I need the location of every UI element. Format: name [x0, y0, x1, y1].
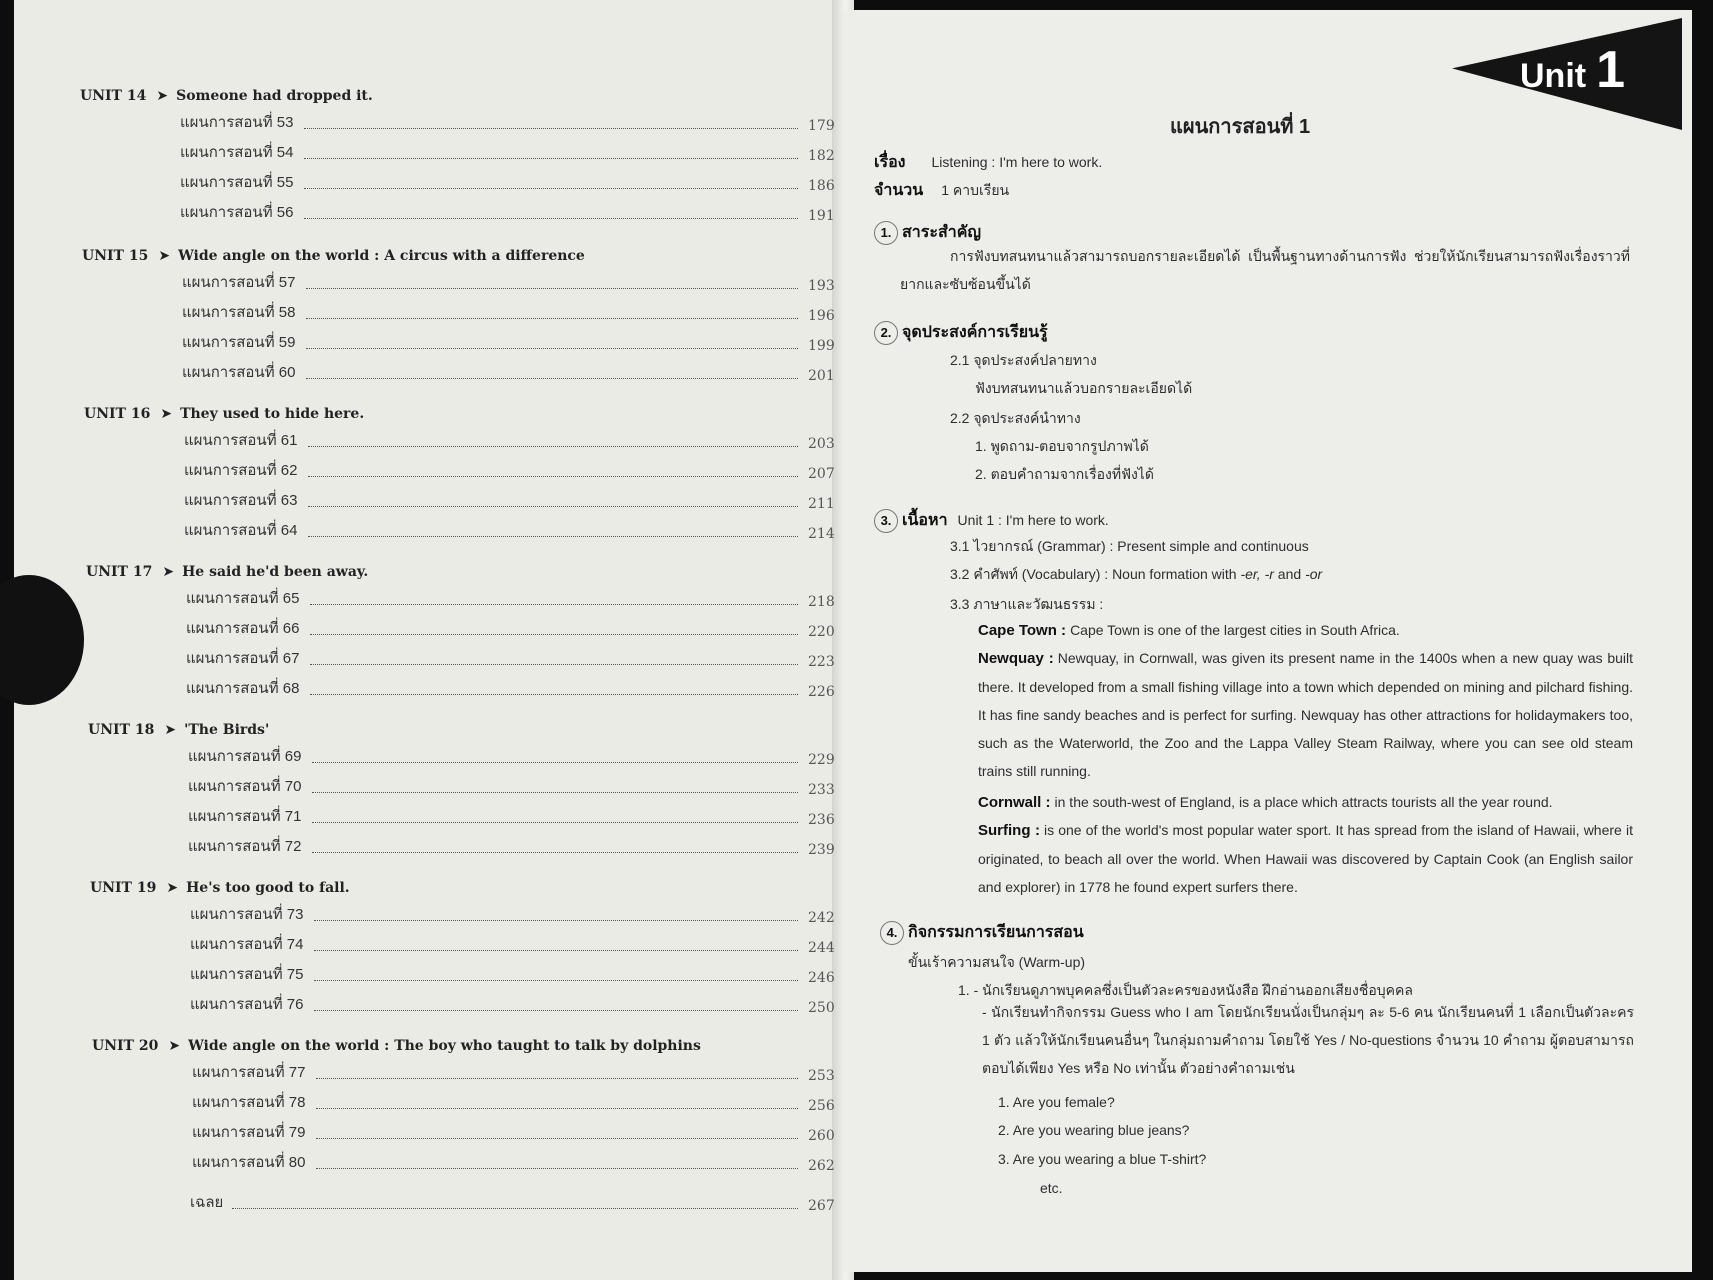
unit-number: UNIT 17 — [86, 564, 153, 580]
plan-label: แผนการสอนที่ 78 — [192, 1094, 306, 1111]
toc-plan-entry[interactable] — [188, 806, 836, 828]
unit-number: UNIT 14 — [80, 88, 147, 104]
unit-number: UNIT 15 — [82, 248, 149, 264]
unit-number: 1 — [1596, 41, 1626, 99]
activity-step-1: 1. - นักเรียนดูภาพบุคคลซึ่งเป็นตัวละครของหนังสือ ฝึกอ่านออกเสียงชื่อบุคคล — [958, 982, 1413, 998]
vocab-text: 3.2 คำศัพท์ (Vocabulary) : Noun formation with — [950, 566, 1241, 582]
plan-label: แผนการสอนที่ 74 — [190, 936, 304, 953]
plan-page: 186 — [808, 178, 835, 194]
plan-page: 211 — [808, 496, 835, 512]
plan-page: 207 — [808, 466, 835, 482]
toc-plan-entry[interactable] — [182, 302, 836, 324]
toc-plan-entry[interactable] — [190, 994, 836, 1016]
definition: is one of the world's most popular water sport. It has spread from the island of Hawaii, where it originated, to beach all over the world. When Hawaii was discovered by Captain Cook (an English sailor and explorer) in 1778 he found expert surfers there. — [978, 822, 1634, 895]
section-1-body: การฟังบทสนทนาแล้วสามารถบอกรายละเอียดได้ เป็นพื้นฐานทางด้านการฟัง ช่วยให้นักเรียนสามารถฟังเรื่องราวที่ยากและซับซ้อนขึ้นได้ — [900, 248, 1630, 292]
plan-page: 201 — [808, 368, 835, 384]
culture-newquay — [978, 644, 1633, 785]
toc-plan-entry[interactable] — [182, 332, 836, 354]
leader-dots — [312, 822, 798, 823]
unit-title: He said he'd been away. — [182, 564, 369, 580]
toc-plan-entry[interactable] — [188, 776, 836, 798]
example-etc: etc. — [1040, 1180, 1063, 1196]
plan-label: แผนการสอนที่ 72 — [188, 838, 302, 855]
plan-label: แผนการสอนที่ 69 — [188, 748, 302, 765]
objective-terminal: 2.1 จุดประสงค์ปลายทาง — [950, 352, 1097, 368]
toc-unit-heading[interactable] — [92, 1038, 701, 1054]
section-number: 3. — [874, 509, 898, 533]
leader-dots — [312, 792, 798, 793]
content-grammar: 3.1 ไวยากรณ์ (Grammar) : Present simple and continuous — [950, 538, 1309, 554]
leader-dots — [316, 1078, 798, 1079]
leader-dots — [312, 852, 798, 853]
arrow-icon: ➤ — [160, 406, 173, 422]
toc-plan-entry[interactable] — [188, 746, 836, 768]
example-question-3: 3. Are you wearing a blue T-shirt? — [998, 1151, 1207, 1167]
toc-plan-entry[interactable] — [190, 934, 836, 956]
warm-up: ขั้นเร้าความสนใจ (Warm-up) — [908, 954, 1086, 970]
plan-label: แผนการสอนที่ 56 — [180, 204, 294, 221]
plan-label: แผนการสอนที่ 54 — [180, 144, 294, 161]
leader-dots — [310, 634, 798, 635]
leader-dots — [314, 980, 798, 981]
arrow-icon: ➤ — [158, 248, 171, 264]
leader-dots — [314, 950, 798, 951]
plan-label: แผนการสอนที่ 61 — [184, 432, 298, 449]
plan-page: 214 — [808, 526, 835, 542]
leader-dots — [306, 288, 798, 289]
leader-dots — [314, 920, 798, 921]
leader-dots — [308, 476, 798, 477]
topic-value: Listening : I'm here to work. — [931, 154, 1103, 170]
plan-page: 262 — [808, 1158, 835, 1174]
plan-label: แผนการสอนที่ 73 — [190, 906, 304, 923]
term: Cape Town : — [978, 622, 1067, 639]
plan-page: 250 — [808, 1000, 835, 1016]
plan-page: 256 — [808, 1098, 835, 1114]
leader-dots — [316, 1138, 798, 1139]
culture-cape-town — [978, 616, 1633, 645]
section-3-heading — [874, 508, 1109, 533]
leader-dots — [312, 762, 798, 763]
section-title: กิจกรรมการเรียนการสอน — [908, 924, 1084, 941]
toc-plan-entry[interactable] — [190, 904, 836, 926]
leader-dots — [304, 188, 798, 189]
leader-dots — [310, 604, 798, 605]
toc-plan-entry[interactable] — [192, 1062, 836, 1084]
topic-row — [874, 150, 1102, 175]
leader-dots — [310, 664, 798, 665]
content-culture: 3.3 ภาษาและวัฒนธรรม : — [950, 596, 1104, 612]
plan-page: 239 — [808, 842, 835, 858]
definition: Cape Town is one of the largest cities in South Africa. — [1070, 622, 1400, 638]
toc-plan-entry[interactable] — [180, 142, 836, 164]
objective-terminal-text: ฟังบทสนทนาแล้วบอกรายละเอียดได้ — [975, 380, 1193, 396]
unit-number: UNIT 16 — [84, 406, 151, 422]
activity-step-2: - นักเรียนทำกิจกรรม Guess who I am โดยนักเรียนนั่งเป็นกลุ่มๆ ละ 5-6 คน นักเรียนคนที่ 1 เลือกเป็นตัวละคร 1 ตัว แล้วให้นักเรียนคนอื่นๆ ในกลุ่มถามคำถาม โดยใช้ Yes / No-questions จำนวน 10 คำถาม ผู้ตอบสามารถตอบได้เพียง Yes หรือ No เท่านั้น ตัวอย่างคำถามเช่น — [982, 1004, 1634, 1076]
culture-surfing — [978, 816, 1633, 901]
plan-page: 226 — [808, 684, 835, 700]
unit-word: Unit — [1520, 57, 1587, 95]
leader-dots — [308, 536, 798, 537]
toc-plan-entry[interactable] — [184, 520, 836, 542]
toc-unit-heading[interactable] — [86, 564, 368, 580]
toc-plan-entry[interactable] — [186, 648, 836, 670]
section-number: 4. — [880, 921, 904, 945]
leader-dots — [316, 1168, 798, 1169]
plan-page: 203 — [808, 436, 835, 452]
leader-dots — [304, 128, 798, 129]
answers-page: 267 — [808, 1198, 835, 1214]
section-title: สาระสำคัญ — [902, 224, 982, 241]
toc-plan-entry[interactable] — [184, 490, 836, 512]
plan-label: แผนการสอนที่ 80 — [192, 1154, 306, 1171]
plan-label: แผนการสอนที่ 55 — [180, 174, 294, 191]
section-4-heading — [880, 920, 1084, 945]
unit-title: He's too good to fall. — [186, 880, 350, 896]
plan-label: แผนการสอนที่ 79 — [192, 1124, 306, 1141]
plan-page: 182 — [808, 148, 835, 164]
plan-label: แผนการสอนที่ 60 — [182, 364, 296, 381]
amount-value: 1 คาบเรียน — [941, 182, 1010, 198]
leader-dots — [306, 318, 798, 319]
plan-page: 199 — [808, 338, 835, 354]
toc-plan-entry[interactable] — [188, 836, 836, 858]
toc-unit-heading[interactable] — [88, 722, 269, 738]
example-question-1: 1. Are you female? — [998, 1094, 1115, 1110]
unit-title: Wide angle on the world : The boy who taught to talk by dolphins — [188, 1038, 701, 1054]
plan-page: 220 — [808, 624, 835, 640]
leader-dots — [304, 218, 798, 219]
unit-number: UNIT 19 — [90, 880, 157, 896]
plan-label: แผนการสอนที่ 70 — [188, 778, 302, 795]
vocab-suffix: -or — [1305, 566, 1323, 582]
arrow-icon: ➤ — [168, 1038, 181, 1054]
topic-label: เรื่อง — [874, 154, 906, 171]
content-unit: Unit 1 : I'm here to work. — [957, 512, 1109, 528]
plan-label: แผนการสอนที่ 68 — [186, 680, 300, 697]
example-question-2: 2. Are you wearing blue jeans? — [998, 1122, 1190, 1138]
toc-unit-heading[interactable] — [80, 88, 373, 104]
answers-label: เฉลย — [190, 1194, 224, 1211]
plan-label: แผนการสอนที่ 63 — [184, 492, 298, 509]
toc-unit-heading[interactable] — [82, 248, 585, 264]
plan-label: แผนการสอนที่ 62 — [184, 462, 298, 479]
term: Cornwall : — [978, 794, 1051, 811]
plan-label: แผนการสอนที่ 58 — [182, 304, 296, 321]
leader-dots — [306, 378, 798, 379]
plan-page: 179 — [808, 118, 835, 134]
section-2-heading — [874, 320, 1048, 345]
toc-plan-entry[interactable] — [186, 678, 836, 700]
plan-page: 253 — [808, 1068, 835, 1084]
toc-unit-heading[interactable] — [84, 406, 364, 422]
toc-plan-entry[interactable] — [184, 430, 836, 452]
plan-page: 236 — [808, 812, 835, 828]
arrow-icon: ➤ — [156, 88, 169, 104]
arrow-icon: ➤ — [162, 564, 175, 580]
leader-dots — [316, 1108, 798, 1109]
definition: in the south-west of England, is a place which attracts tourists all the year round. — [1054, 794, 1553, 810]
plan-label: แผนการสอนที่ 66 — [186, 620, 300, 637]
unit-title: Wide angle on the world : A circus with a difference — [178, 248, 585, 264]
plan-label: แผนการสอนที่ 57 — [182, 274, 296, 291]
unit-title: They used to hide here. — [180, 406, 365, 422]
plan-page: 246 — [808, 970, 835, 986]
toc-plan-entry[interactable] — [184, 460, 836, 482]
definition: Newquay, in Cornwall, was given its present name in the 1400s when a new quay was built there. It developed from a small fishing village into a town which depended on mining and pilchard fishing. It has fine sandy beaches and is perfect for surfing. Newquay has other attractions for holidaymakers too, such as the Waterworld, the Zoo and the Lappa Valley Steam Railway, where you can see old steam trains still running. — [978, 650, 1633, 779]
plan-title: แผนการสอนที่ 1 — [1170, 116, 1311, 138]
plan-label: แผนการสอนที่ 64 — [184, 522, 298, 539]
culture-cornwall — [978, 788, 1633, 817]
leader-dots — [310, 694, 798, 695]
section-title: จุดประสงค์การเรียนรู้ — [902, 324, 1048, 341]
section-title: เนื้อหา — [902, 512, 948, 529]
plan-label: แผนการสอนที่ 71 — [188, 808, 302, 825]
toc-plan-entry[interactable] — [192, 1092, 836, 1114]
leader-dots — [232, 1208, 798, 1209]
binder-clip — [0, 575, 84, 705]
unit-title: Someone had dropped it. — [176, 88, 373, 104]
amount-row — [874, 178, 1009, 203]
term: Newquay : — [978, 650, 1054, 667]
objective-enabling: 2.2 จุดประสงค์นำทาง — [950, 410, 1081, 426]
content-vocabulary — [950, 564, 1322, 586]
leader-dots — [308, 446, 798, 447]
toc-plan-entry[interactable] — [190, 964, 836, 986]
leader-dots — [304, 158, 798, 159]
plan-page: 242 — [808, 910, 835, 926]
section-number: 2. — [874, 321, 898, 345]
answers-entry[interactable] — [190, 1192, 836, 1214]
toc-plan-entry[interactable] — [182, 362, 836, 384]
plan-label: แผนการสอนที่ 53 — [180, 114, 294, 131]
toc-unit-heading[interactable] — [90, 880, 350, 896]
toc-plan-entry[interactable] — [182, 272, 836, 294]
toc-plan-entry[interactable] — [186, 588, 836, 610]
unit-banner-text — [1520, 40, 1625, 100]
objective-item-2: 2. ตอบคำถามจากเรื่องที่ฟังได้ — [975, 466, 1154, 482]
term: Surfing : — [978, 822, 1040, 839]
toc-plan-entry[interactable] — [192, 1152, 836, 1174]
toc-plan-entry[interactable] — [186, 618, 836, 640]
plan-page: 191 — [808, 208, 835, 224]
objective-item-1: 1. พูดถาม-ตอบจากรูปภาพได้ — [975, 438, 1149, 454]
leader-dots — [308, 506, 798, 507]
plan-label: แผนการสอนที่ 59 — [182, 334, 296, 351]
unit-number: UNIT 20 — [92, 1038, 159, 1054]
toc-plan-entry[interactable] — [180, 202, 836, 224]
plan-label: แผนการสอนที่ 77 — [192, 1064, 306, 1081]
plan-page: 229 — [808, 752, 835, 768]
plan-label: แผนการสอนที่ 65 — [186, 590, 300, 607]
plan-page: 244 — [808, 940, 835, 956]
arrow-icon: ➤ — [164, 722, 177, 738]
plan-label: แผนการสอนที่ 67 — [186, 650, 300, 667]
plan-page: 223 — [808, 654, 835, 670]
plan-page: 218 — [808, 594, 835, 610]
plan-page: 196 — [808, 308, 835, 324]
toc-plan-entry[interactable] — [192, 1122, 836, 1144]
toc-plan-entry[interactable] — [180, 112, 836, 134]
plan-label: แผนการสอนที่ 76 — [190, 996, 304, 1013]
vocab-text: and — [1273, 566, 1306, 582]
unit-number: UNIT 18 — [88, 722, 155, 738]
arrow-icon: ➤ — [166, 880, 179, 896]
leader-dots — [314, 1010, 798, 1011]
plan-page: 233 — [808, 782, 835, 798]
plan-page: 193 — [808, 278, 835, 294]
unit-title: 'The Birds' — [184, 722, 270, 738]
vocab-suffix: -er, -r — [1240, 566, 1274, 582]
amount-label: จำนวน — [874, 182, 924, 199]
section-number: 1. — [874, 221, 898, 245]
leader-dots — [306, 348, 798, 349]
plan-label: แผนการสอนที่ 75 — [190, 966, 304, 983]
toc-plan-entry[interactable] — [180, 172, 836, 194]
plan-page: 260 — [808, 1128, 835, 1144]
